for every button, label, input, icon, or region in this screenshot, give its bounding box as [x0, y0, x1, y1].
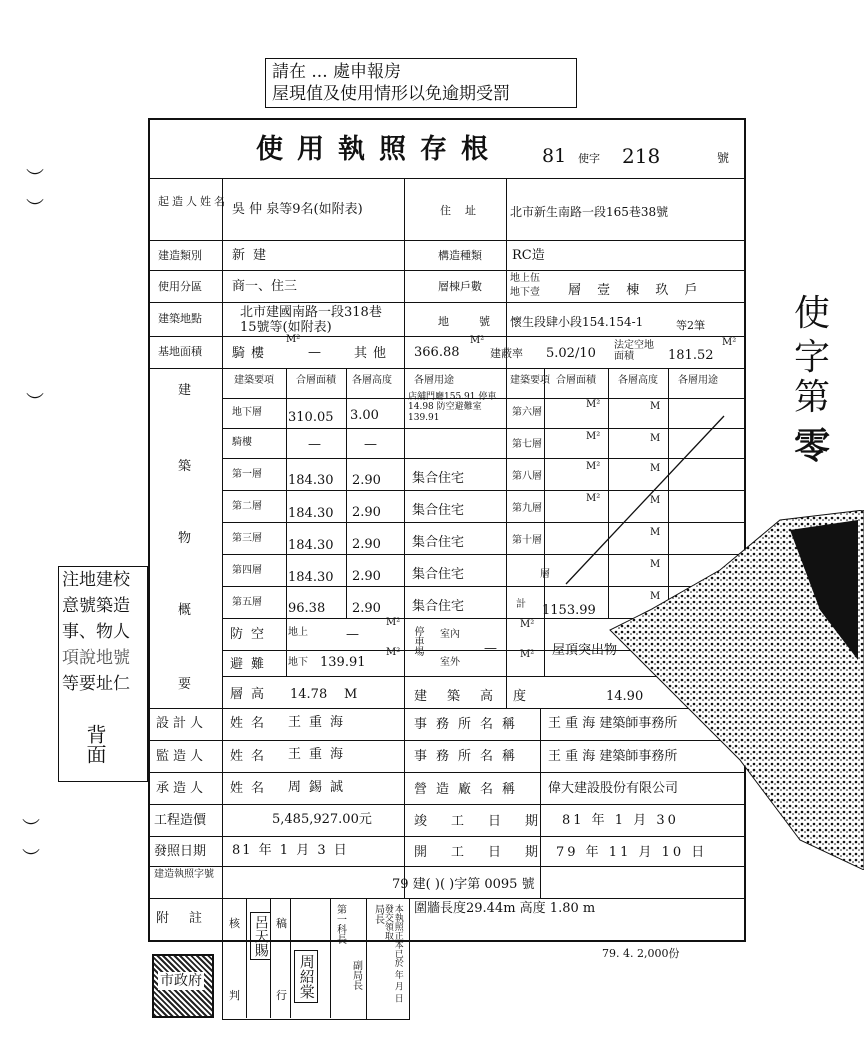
- start-label: 開工日期: [414, 845, 563, 860]
- shelter-unit: M²: [386, 617, 401, 628]
- unit-m: M: [650, 527, 661, 538]
- coverage-value: 5.02/10: [546, 346, 596, 361]
- sign-col-0: 第一科長: [334, 904, 346, 944]
- other-label: 其他: [354, 346, 393, 361]
- shelter-unit-2: M²: [386, 647, 401, 658]
- floor-area: 184.30: [288, 473, 334, 488]
- sign-label-1: 稿: [276, 917, 287, 930]
- builder-value: 吳 仲 泉等9名(如附表): [232, 202, 363, 217]
- start-value: 79 年 11 月 10 日: [556, 845, 708, 860]
- unit-m: M: [650, 559, 661, 570]
- total-area: 1153.99: [542, 603, 596, 618]
- floor-rname: 第八層: [512, 471, 542, 482]
- floor-rname: 第七層: [512, 439, 542, 450]
- remark-label: 附註: [156, 911, 223, 926]
- permit-value: 79 建( )( )字第 0095 號: [392, 877, 535, 892]
- floor-area: 96.38: [288, 601, 326, 616]
- parking-value: —: [484, 641, 497, 656]
- legal-area-value: 181.52: [668, 348, 714, 363]
- form-number: 218: [622, 144, 661, 168]
- margin-char-2: 第: [794, 377, 831, 418]
- floor-height: 2.90: [352, 537, 381, 552]
- margin-char-1: 字: [794, 337, 831, 378]
- person-office: 偉大建設股份有限公司: [548, 781, 679, 796]
- floor-area: 184.30: [288, 538, 334, 553]
- issue-stamp-text: 本執照正本已於 年 月 日 發交領取: [382, 904, 403, 1003]
- bldg-height-label: 建築高度: [414, 689, 547, 704]
- arcade-value: —: [308, 345, 321, 360]
- unit-m2: M²: [586, 493, 601, 504]
- print-code: 79. 4. 2,000份: [602, 947, 680, 960]
- unit-m: M: [650, 401, 661, 412]
- floor-area: 184.30: [288, 506, 334, 521]
- form-number-mid: 使字: [578, 152, 600, 165]
- site-label: 建築地點: [158, 312, 202, 325]
- person-name: 周錫誠: [288, 780, 352, 795]
- floor-name: 第四層: [232, 565, 262, 576]
- area-unit-2: M²: [470, 335, 485, 346]
- floor-height: 2.90: [352, 569, 381, 584]
- side-label-0: 建: [178, 383, 192, 398]
- floor-area: 310.05: [288, 410, 334, 425]
- person-office-label: 事務所名稱: [414, 749, 525, 764]
- floor-area: —: [308, 437, 321, 452]
- done-value: 81 年 1 月 30: [562, 813, 679, 828]
- floor-height: 2.90: [352, 473, 381, 488]
- floor-name: 第一層: [232, 469, 262, 480]
- structure-value: RC造: [512, 248, 545, 263]
- floor-name: 第三層: [232, 533, 262, 544]
- arcade-label: 騎樓: [232, 346, 271, 361]
- remark-value: 圍牆長度29.44m 高度 1.80 m: [414, 901, 596, 916]
- builder-label: 起造人姓名: [158, 195, 228, 208]
- side-label-1: 築: [178, 459, 192, 474]
- unit-m: M: [650, 495, 661, 506]
- floor-use: 集合住宅: [412, 503, 465, 518]
- header-item: 建築要項: [234, 375, 274, 386]
- person-name-label: 姓名: [230, 749, 273, 764]
- floor-height: 3.00: [350, 408, 379, 423]
- person-role: 設計人: [156, 716, 208, 731]
- cost-label: 工程造價: [154, 813, 207, 828]
- evac-label: 避難: [230, 657, 273, 672]
- floor-rname: 層: [540, 569, 550, 580]
- shelter-below: 地下: [288, 657, 308, 668]
- left-note-line: 等要址仁: [62, 674, 130, 694]
- person-office-label: 事務所名稱: [414, 717, 525, 732]
- lot-suffix: 等2筆: [676, 319, 705, 332]
- area-unit-3: M²: [722, 337, 737, 348]
- form-number-suffix: 號: [717, 151, 730, 165]
- form-title: 使用執照存根: [256, 134, 502, 165]
- floor-use: 集合住宅: [412, 599, 465, 614]
- person-role: 承造人: [156, 781, 208, 796]
- site-value-2: 15號等(如附表): [240, 320, 332, 335]
- notice-line-1: 請在 ... 處申報房: [272, 62, 402, 82]
- other-value: 366.88: [414, 345, 460, 360]
- use-value: 商一、住三: [232, 279, 298, 294]
- issue-value: 81 年 1 月 3 日: [232, 843, 349, 858]
- left-note-line: 項說地號: [62, 648, 130, 668]
- header-height: 各層高度: [352, 375, 392, 386]
- sign-stamp-0: 呂天賜: [250, 912, 271, 960]
- floor-rname: 計: [516, 599, 526, 610]
- floor-use: 店舖門廳155.91 停車14.98 防空避難室139.91: [408, 392, 497, 423]
- header-height-r: 各層高度: [618, 375, 658, 386]
- height-unit: M: [344, 687, 358, 702]
- person-role: 監造人: [156, 749, 208, 764]
- floor-rname: 第十層: [512, 535, 542, 546]
- sign-stamp-1: 周紹棠: [294, 950, 318, 1003]
- left-note-see: 背面: [83, 724, 107, 764]
- sign-col-2: 局長: [372, 904, 384, 924]
- edge-mark: ︶: [26, 392, 44, 413]
- issue-label: 發照日期: [154, 844, 207, 859]
- sign-label-2: 判: [229, 989, 240, 1002]
- parking-unit: M²: [520, 619, 535, 630]
- unit-m2: M²: [586, 461, 601, 472]
- header-area: 合層面積: [296, 375, 336, 386]
- area-unit-1: M²: [286, 334, 301, 345]
- parking-out: 室外: [440, 657, 460, 668]
- legal-area-label: 法定空地面積: [614, 340, 654, 362]
- header-use-r: 各層用途: [678, 375, 718, 386]
- height-value: 14.78: [290, 687, 328, 702]
- cost-value: 5,485,927.00元: [272, 812, 372, 827]
- structure-label: 構造種類: [438, 249, 482, 262]
- shelter-above-value: —: [346, 627, 359, 642]
- floor-name: 騎樓: [232, 437, 252, 448]
- notice-line-2: 屋現值及使用情形以免逾期受罰: [272, 84, 510, 104]
- type-label: 建造類別: [158, 249, 202, 262]
- use-label: 使用分區: [158, 280, 202, 293]
- sign-col-1: 副局長: [350, 960, 362, 990]
- header-use: 各層用途: [414, 375, 454, 386]
- left-note-line: 意號築造: [62, 596, 130, 616]
- type-value: 新建: [232, 248, 275, 263]
- unit-m: M: [650, 591, 661, 602]
- shelter-above: 地上: [288, 627, 308, 638]
- left-note-line: 事、物人: [62, 622, 130, 642]
- person-name-label: 姓名: [230, 781, 273, 796]
- unit-m: M: [650, 433, 661, 444]
- floor-name: 地下層: [232, 407, 262, 418]
- margin-char-0: 使: [794, 293, 831, 334]
- floor-use: 集合住宅: [412, 567, 465, 582]
- lot-value: 懷生段肆小段154.154-1: [510, 315, 644, 329]
- parking-in: 室內: [440, 629, 460, 640]
- floor-name: 第五層: [232, 597, 262, 608]
- edge-mark: ︶: [26, 198, 44, 219]
- site-value-1: 北市建國南路一段318巷: [240, 305, 382, 320]
- person-name-label: 姓名: [230, 716, 273, 731]
- coverage-label: 建蔽率: [490, 347, 523, 360]
- done-label: 竣工日期: [414, 814, 563, 829]
- height-label: 層高: [230, 687, 273, 702]
- unit-m2: M²: [586, 431, 601, 442]
- header-item-r: 建築要項: [510, 375, 550, 386]
- permit-label: 建造執照字號: [154, 869, 214, 880]
- side-label-4: 要: [178, 677, 192, 692]
- floor-height: 2.90: [352, 505, 381, 520]
- floors-label: 層棟戶數: [438, 280, 482, 293]
- torn-corner: [590, 510, 864, 870]
- roof-label: 屋頂突出物: [552, 643, 618, 658]
- bldg-height-value: 14.90: [606, 689, 644, 704]
- floor-rname: 第九層: [512, 503, 542, 514]
- person-office-label: 營造廠名稱: [414, 782, 525, 797]
- side-label-3: 概: [178, 603, 192, 618]
- person-office: 王 重 海 建築師事務所: [548, 749, 678, 764]
- floor-rname: 第六層: [512, 407, 542, 418]
- shelter-below-value: 139.91: [320, 655, 366, 670]
- sign-label-3: 行: [276, 989, 287, 1002]
- floor-use: 集合住宅: [412, 471, 465, 486]
- margin-char-3: 零: [794, 425, 831, 467]
- unit-m: M: [650, 463, 661, 474]
- floor-height: —: [364, 437, 377, 452]
- floors-value: 層 壹 棟 玖 戶: [568, 283, 704, 298]
- parking-label: 停車場: [412, 626, 423, 656]
- address-label: 住址: [440, 204, 490, 217]
- lot-label: 地號: [438, 315, 520, 328]
- person-name: 王重海: [288, 747, 352, 762]
- floor-name: 第二層: [232, 501, 262, 512]
- address-value: 北市新生南路一段165巷38號: [510, 205, 669, 219]
- floors-above: 地上伍: [510, 273, 540, 284]
- edge-mark: ︶: [26, 168, 44, 189]
- area-label: 基地面積: [158, 345, 202, 358]
- left-note-line: 注地建校: [62, 570, 130, 590]
- city-seal-text: 市政府: [160, 973, 202, 989]
- side-label-2: 物: [178, 531, 192, 546]
- form-number-prefix: 81: [542, 145, 567, 167]
- parking-unit-2: M²: [520, 649, 535, 660]
- shelter-label: 防空: [230, 627, 273, 642]
- sign-label-0: 核: [229, 917, 240, 930]
- floors-below: 地下壹: [510, 287, 540, 298]
- person-office: 王 重 海 建築師事務所: [548, 716, 678, 731]
- floor-height: 2.90: [352, 601, 381, 616]
- floor-area: 184.30: [288, 570, 334, 585]
- edge-mark: ︶: [22, 818, 40, 839]
- person-name: 王重海: [288, 715, 352, 730]
- header-area-r: 合層面積: [556, 375, 596, 386]
- edge-mark: ︶: [22, 848, 40, 869]
- floor-use: 集合住宅: [412, 535, 465, 550]
- unit-m2: M²: [586, 399, 601, 410]
